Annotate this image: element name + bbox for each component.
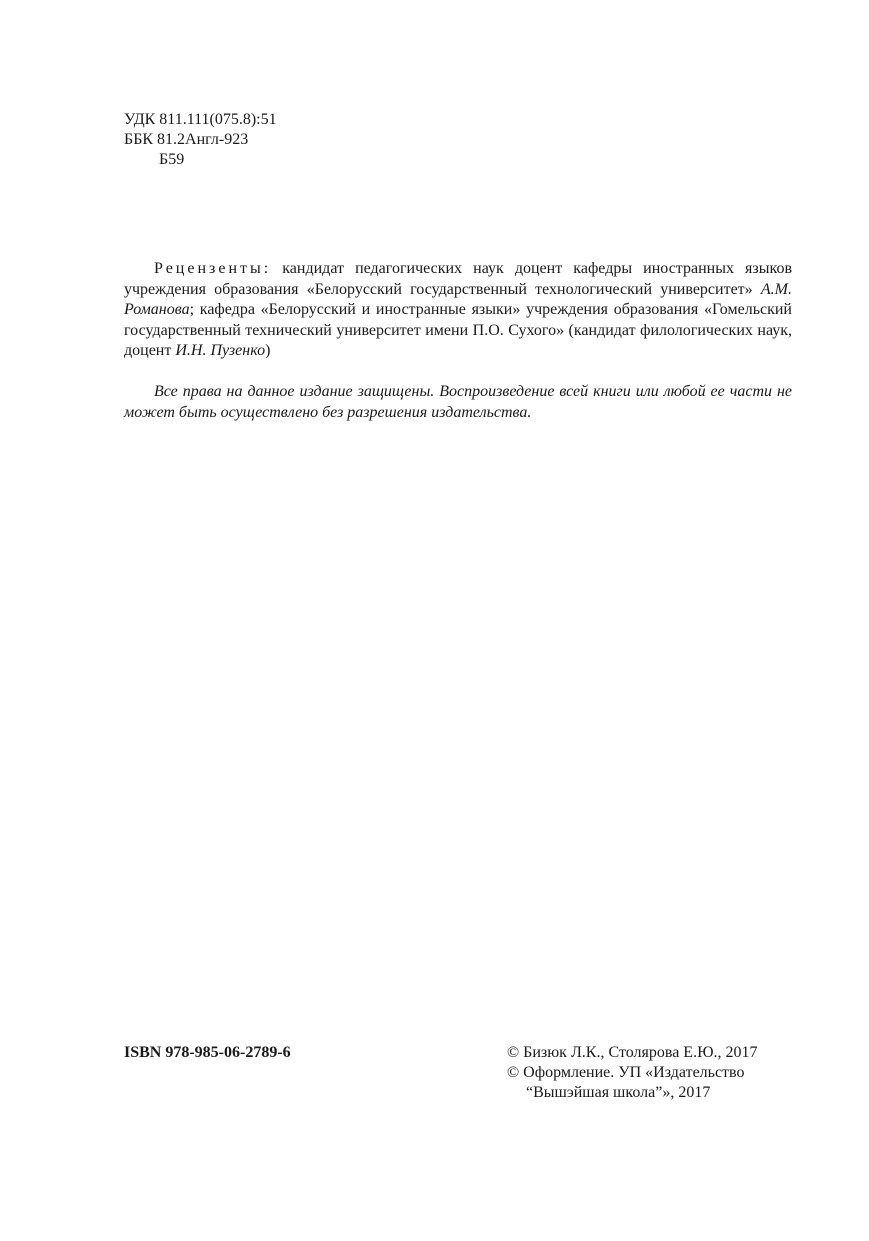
reviewers-heading: Рецензенты: — [154, 260, 272, 277]
rights-notice: Все права на данное издание защищены. Воспроизведение всей книги или любой ее части не может быть осуществлено без разрешения издательства. — [124, 383, 792, 421]
udk-code: УДК 811.111(075.8):51 — [124, 111, 277, 128]
bbk-code: ББК 81.2Англ-923 — [124, 131, 249, 148]
classification-codes — [124, 110, 277, 170]
copyright-design: © Оформление. УП «Издательство — [507, 1064, 745, 1081]
reviewers-text-2: ; кафедра «Белорусский и иностранные языки» учреждения образования «Гомельский государственный технический университет имени П.О. Сухого» (кандидат филологических наук, доцент — [124, 301, 792, 359]
isbn-number: ISBN 978-985-06-2789-6 — [124, 1044, 291, 1061]
author-mark: Б59 — [159, 151, 185, 168]
copyright-block — [507, 1043, 758, 1103]
reviewers-paragraph — [124, 259, 792, 362]
copyright-authors: © Бизюк Л.К., Столярова Е.Ю., 2017 — [507, 1044, 758, 1061]
reviewers-text-1: кандидат педагогических наук доцент кафедры иностранных языков учреждения образования «Белорусский государственный технологический университет» — [124, 260, 792, 298]
reviewer-name-2: И.Н. Пузенко — [175, 342, 266, 359]
copyright-publisher: “Вышэйшая школа”», 2017 — [526, 1084, 711, 1101]
reviewers-text-3: ) — [265, 342, 271, 359]
reviewer-name-1: А.М. Романова — [124, 280, 792, 318]
